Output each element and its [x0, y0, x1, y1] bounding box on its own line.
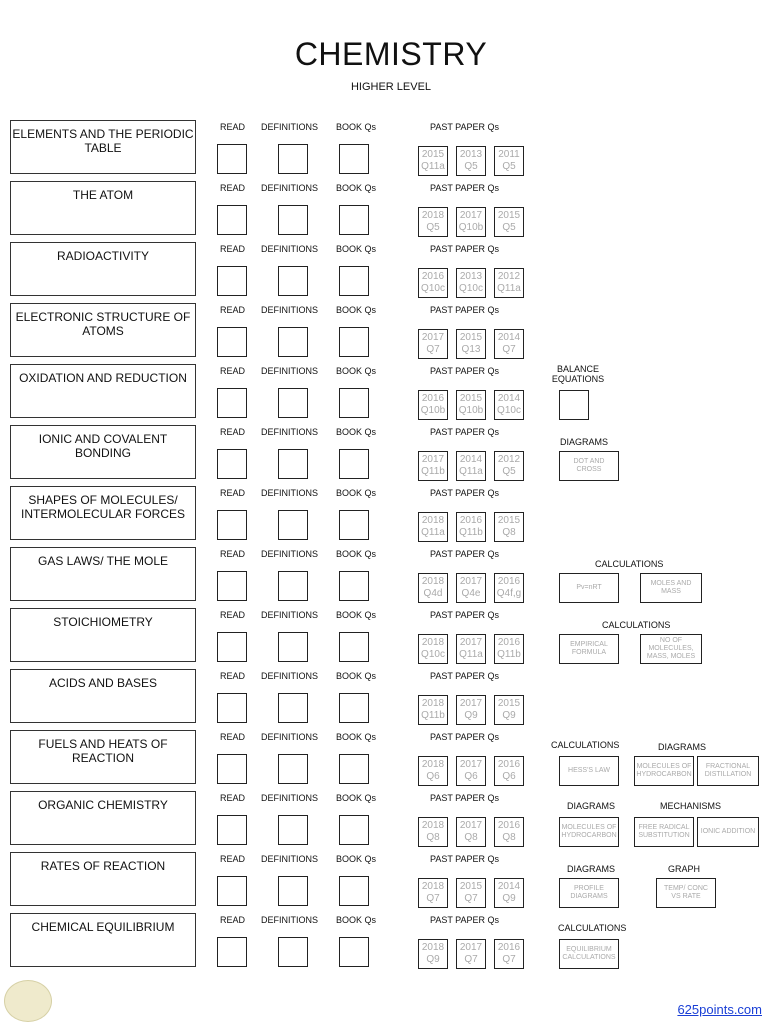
definitions-checkbox[interactable]	[278, 876, 308, 906]
definitions-checkbox[interactable]	[278, 144, 308, 174]
extra-section-label: DIAGRAMS	[567, 801, 616, 811]
extra-task-checkbox[interactable]: FRACTIONAL DISTILLATION	[697, 756, 759, 786]
topic-name: ACIDS AND BASES	[10, 669, 196, 723]
past-paper-year: 2016	[497, 576, 521, 587]
extra-task-checkbox[interactable]: IONIC ADDITION	[697, 817, 759, 847]
past-paper-label: PAST PAPER Qs	[430, 610, 500, 620]
extra-task-checkbox[interactable]: MOLECULES OF HYDROCARBON	[559, 817, 619, 847]
read-checkbox[interactable]	[217, 754, 247, 784]
past-paper-checkbox[interactable]	[456, 573, 486, 603]
past-paper-checkbox[interactable]	[494, 878, 524, 908]
past-paper-label: PAST PAPER Qs	[430, 793, 500, 803]
topic-row	[0, 730, 768, 788]
past-paper-year: 2018	[421, 881, 445, 892]
past-paper-year: 2015	[497, 698, 521, 709]
past-paper-year: 2016	[421, 393, 445, 404]
past-paper-year: 2015	[459, 332, 483, 343]
past-paper-checkbox[interactable]	[456, 939, 486, 969]
topic-row	[0, 913, 768, 971]
past-paper-year: 2017	[459, 210, 483, 221]
past-paper-label: PAST PAPER Qs	[430, 183, 500, 193]
past-paper-checkbox[interactable]	[456, 756, 486, 786]
read-label: READ	[220, 183, 246, 193]
past-paper-question: Q11a	[421, 161, 445, 172]
past-paper-checkbox[interactable]	[456, 451, 486, 481]
book-label: BOOK Qs	[336, 183, 377, 193]
extra-section-label: GRAPH	[668, 864, 701, 874]
past-paper-checkbox[interactable]	[418, 634, 448, 664]
past-paper-question: Q13	[461, 344, 481, 355]
past-paper-year: 2017	[421, 332, 445, 343]
definitions-checkbox[interactable]	[278, 510, 308, 540]
read-label: READ	[220, 488, 246, 498]
past-paper-label: PAST PAPER Qs	[430, 427, 500, 437]
past-paper-checkbox[interactable]	[494, 329, 524, 359]
definitions-checkbox[interactable]	[278, 266, 308, 296]
past-paper-question: Q6	[464, 771, 478, 782]
extra-section-label: DIAGRAMS	[560, 437, 609, 447]
definitions-label: DEFINITIONS	[261, 671, 319, 681]
book-checkbox[interactable]	[339, 632, 369, 662]
extra-task-checkbox[interactable]: MOLECULES OF HYDROCARBON	[634, 756, 694, 786]
past-paper-year: 2018	[421, 759, 445, 770]
past-paper-label: PAST PAPER Qs	[430, 244, 500, 254]
past-paper-checkbox[interactable]	[456, 207, 486, 237]
past-paper-question: Q7	[464, 954, 478, 965]
topic-name: FUELS AND HEATS OF REACTION	[10, 730, 196, 784]
past-paper-checkbox[interactable]	[456, 512, 486, 542]
topic-name: ORGANIC CHEMISTRY	[10, 791, 196, 845]
past-paper-question: Q5	[502, 161, 516, 172]
past-paper-question: Q6	[502, 771, 516, 782]
read-checkbox[interactable]	[217, 632, 247, 662]
definitions-label: DEFINITIONS	[261, 793, 319, 803]
past-paper-question: Q10c	[459, 283, 483, 294]
topic-name: GAS LAWS/ THE MOLE	[10, 547, 196, 601]
topic-row	[0, 608, 768, 666]
past-paper-question: Q4d	[423, 588, 443, 599]
past-paper-checkbox[interactable]	[456, 695, 486, 725]
read-label: READ	[220, 915, 246, 925]
past-paper-checkbox[interactable]	[494, 390, 524, 420]
definitions-label: DEFINITIONS	[261, 915, 319, 925]
extra-section-label: CALCULATIONS	[595, 559, 664, 569]
past-paper-question: Q7	[426, 344, 440, 355]
past-paper-year: 2016	[497, 820, 521, 831]
past-paper-checkbox[interactable]	[418, 268, 448, 298]
past-paper-question: Q11a	[459, 649, 483, 660]
logo-icon	[4, 980, 52, 1022]
topic-name: RADIOACTIVITY	[10, 242, 196, 296]
past-paper-question: Q7	[426, 893, 440, 904]
read-checkbox[interactable]	[217, 449, 247, 479]
past-paper-year: 2017	[459, 576, 483, 587]
past-paper-checkbox[interactable]	[456, 329, 486, 359]
topic-row	[0, 242, 768, 300]
book-label: BOOK Qs	[336, 488, 377, 498]
book-checkbox[interactable]	[339, 571, 369, 601]
past-paper-checkbox[interactable]	[494, 146, 524, 176]
past-paper-question: Q11a	[459, 466, 483, 477]
past-paper-label: PAST PAPER Qs	[430, 854, 500, 864]
definitions-checkbox[interactable]	[278, 693, 308, 723]
past-paper-year: 2012	[497, 271, 521, 282]
past-paper-year: 2018	[421, 210, 445, 221]
past-paper-year: 2015	[497, 210, 521, 221]
book-checkbox[interactable]	[339, 327, 369, 357]
past-paper-year: 2018	[421, 698, 445, 709]
read-checkbox[interactable]	[217, 876, 247, 906]
topic-name: OXIDATION AND REDUCTION	[10, 364, 196, 418]
extra-section-label: BALANCE EQUATIONS	[551, 364, 605, 384]
topic-name: THE ATOM	[10, 181, 196, 235]
definitions-label: DEFINITIONS	[261, 610, 319, 620]
definitions-label: DEFINITIONS	[261, 488, 319, 498]
topic-row	[0, 120, 768, 178]
book-label: BOOK Qs	[336, 244, 377, 254]
definitions-checkbox[interactable]	[278, 754, 308, 784]
past-paper-question: Q7	[502, 344, 516, 355]
topic-name: ELECTRONIC STRUCTURE OF ATOMS	[10, 303, 196, 357]
read-checkbox[interactable]	[217, 388, 247, 418]
read-label: READ	[220, 549, 246, 559]
past-paper-checkbox[interactable]	[418, 390, 448, 420]
past-paper-year: 2016	[497, 637, 521, 648]
past-paper-label: PAST PAPER Qs	[430, 488, 500, 498]
page-title: CHEMISTRY	[294, 36, 488, 72]
past-paper-question: Q9	[464, 710, 478, 721]
past-paper-checkbox[interactable]	[418, 146, 448, 176]
book-label: BOOK Qs	[336, 366, 377, 376]
topic-name: IONIC AND COVALENT BONDING	[10, 425, 196, 479]
read-label: READ	[220, 305, 246, 315]
past-paper-question: Q10c	[421, 283, 445, 294]
book-label: BOOK Qs	[336, 854, 377, 864]
past-paper-year: 2018	[421, 820, 445, 831]
topic-row	[0, 669, 768, 727]
past-paper-question: Q4e	[461, 588, 481, 599]
past-paper-question: Q8	[502, 527, 516, 538]
past-paper-question: Q11b	[459, 527, 483, 538]
definitions-checkbox[interactable]	[278, 388, 308, 418]
past-paper-question: Q11b	[497, 649, 521, 660]
past-paper-checkbox[interactable]	[494, 939, 524, 969]
past-paper-question: Q7	[502, 954, 516, 965]
past-paper-question: Q9	[502, 893, 516, 904]
definitions-checkbox[interactable]	[278, 571, 308, 601]
topic-name: RATES OF REACTION	[10, 852, 196, 906]
read-checkbox[interactable]	[217, 205, 247, 235]
topic-name: CHEMICAL EQUILIBRIUM	[10, 913, 196, 967]
topic-row	[0, 852, 768, 910]
past-paper-year: 2015	[421, 149, 445, 160]
definitions-checkbox[interactable]	[278, 937, 308, 967]
past-paper-checkbox[interactable]	[494, 207, 524, 237]
definitions-label: DEFINITIONS	[261, 122, 319, 132]
past-paper-checkbox[interactable]	[456, 817, 486, 847]
read-checkbox[interactable]	[217, 510, 247, 540]
book-label: BOOK Qs	[336, 671, 377, 681]
past-paper-checkbox[interactable]	[418, 695, 448, 725]
definitions-checkbox[interactable]	[278, 205, 308, 235]
past-paper-year: 2014	[497, 332, 521, 343]
book-checkbox[interactable]	[339, 144, 369, 174]
past-paper-checkbox[interactable]	[494, 695, 524, 725]
past-paper-year: 2015	[459, 881, 483, 892]
definitions-label: DEFINITIONS	[261, 305, 319, 315]
definitions-label: DEFINITIONS	[261, 854, 319, 864]
extra-task-checkbox[interactable]: FREE RADICAL SUBSTITUTION	[634, 817, 694, 847]
extra-task-checkbox[interactable]: PROFILE DIAGRAMS	[559, 878, 619, 908]
extra-task-checkbox[interactable]: EMPIRICAL FORMULA	[559, 634, 619, 664]
past-paper-question: Q11b	[421, 710, 445, 721]
past-paper-question: Q10c	[497, 405, 521, 416]
past-paper-checkbox[interactable]	[418, 573, 448, 603]
past-paper-checkbox[interactable]	[418, 878, 448, 908]
past-paper-question: Q5	[502, 222, 516, 233]
past-paper-question: Q5	[464, 161, 478, 172]
topic-row	[0, 425, 768, 483]
extra-task-checkbox[interactable]: HESS'S LAW	[559, 756, 619, 786]
topic-name: STOICHIOMETRY	[10, 608, 196, 662]
book-label: BOOK Qs	[336, 610, 377, 620]
read-checkbox[interactable]	[217, 937, 247, 967]
book-checkbox[interactable]	[339, 510, 369, 540]
read-checkbox[interactable]	[217, 815, 247, 845]
past-paper-year: 2017	[459, 637, 483, 648]
past-paper-checkbox[interactable]	[418, 756, 448, 786]
past-paper-label: PAST PAPER Qs	[430, 305, 500, 315]
past-paper-checkbox[interactable]	[456, 268, 486, 298]
past-paper-checkbox[interactable]	[418, 512, 448, 542]
past-paper-label: PAST PAPER Qs	[430, 671, 500, 681]
past-paper-question: Q11a	[421, 527, 445, 538]
topic-row	[0, 486, 768, 544]
past-paper-checkbox[interactable]	[418, 451, 448, 481]
book-label: BOOK Qs	[336, 427, 377, 437]
definitions-checkbox[interactable]	[278, 327, 308, 357]
past-paper-label: PAST PAPER Qs	[430, 366, 500, 376]
topic-row	[0, 791, 768, 849]
past-paper-year: 2014	[459, 454, 483, 465]
read-label: READ	[220, 610, 246, 620]
past-paper-checkbox[interactable]	[494, 268, 524, 298]
extra-task-checkbox[interactable]: MOLES AND MASS	[640, 573, 702, 603]
read-label: READ	[220, 122, 246, 132]
read-label: READ	[220, 671, 246, 681]
definitions-checkbox[interactable]	[278, 815, 308, 845]
book-checkbox[interactable]	[339, 937, 369, 967]
extra-task-checkbox[interactable]: TEMP/ CONC VS RATE	[656, 878, 716, 908]
past-paper-checkbox[interactable]	[456, 146, 486, 176]
definitions-label: DEFINITIONS	[261, 732, 319, 742]
book-checkbox[interactable]	[339, 876, 369, 906]
extra-section-label: MECHANISMS	[660, 801, 722, 811]
past-paper-question: Q4f,g	[496, 588, 522, 599]
book-checkbox[interactable]	[339, 693, 369, 723]
past-paper-year: 2018	[421, 576, 445, 587]
past-paper-year: 2013	[459, 271, 483, 282]
past-paper-question: Q10b	[420, 405, 446, 416]
past-paper-checkbox[interactable]	[494, 451, 524, 481]
book-label: BOOK Qs	[336, 793, 377, 803]
past-paper-year: 2016	[497, 942, 521, 953]
past-paper-year: 2017	[459, 942, 483, 953]
extra-task-checkbox[interactable]: EQUILIBRIUM CALCULATIONS	[559, 939, 619, 969]
past-paper-checkbox[interactable]	[494, 512, 524, 542]
extra-section-label: CALCULATIONS	[551, 740, 620, 750]
read-label: READ	[220, 366, 246, 376]
past-paper-checkbox[interactable]	[418, 207, 448, 237]
past-paper-year: 2014	[497, 881, 521, 892]
read-checkbox[interactable]	[217, 144, 247, 174]
past-paper-year: 2013	[459, 149, 483, 160]
page-subtitle: HIGHER LEVEL	[350, 81, 432, 93]
past-paper-checkbox[interactable]	[418, 329, 448, 359]
definitions-label: DEFINITIONS	[261, 549, 319, 559]
definitions-checkbox[interactable]	[278, 632, 308, 662]
past-paper-question: Q10b	[458, 405, 484, 416]
past-paper-year: 2017	[459, 820, 483, 831]
book-checkbox[interactable]	[339, 449, 369, 479]
past-paper-label: PAST PAPER Qs	[430, 549, 500, 559]
past-paper-label: PAST PAPER Qs	[430, 732, 500, 742]
past-paper-year: 2015	[459, 393, 483, 404]
book-checkbox[interactable]	[339, 205, 369, 235]
extra-task-checkbox[interactable]: Pv=nRT	[559, 573, 619, 603]
book-label: BOOK Qs	[336, 732, 377, 742]
past-paper-question: Q5	[426, 222, 440, 233]
past-paper-checkbox[interactable]	[494, 756, 524, 786]
read-label: READ	[220, 244, 246, 254]
past-paper-year: 2016	[421, 271, 445, 282]
read-label: READ	[220, 793, 246, 803]
past-paper-checkbox[interactable]	[456, 390, 486, 420]
book-checkbox[interactable]	[339, 754, 369, 784]
past-paper-year: 2016	[497, 759, 521, 770]
topic-row	[0, 547, 768, 605]
read-checkbox[interactable]	[217, 693, 247, 723]
past-paper-question: Q11a	[497, 283, 521, 294]
past-paper-question: Q7	[464, 893, 478, 904]
book-label: BOOK Qs	[336, 549, 377, 559]
past-paper-year: 2018	[421, 637, 445, 648]
past-paper-checkbox[interactable]	[418, 939, 448, 969]
past-paper-year: 2014	[497, 393, 521, 404]
past-paper-question: Q8	[426, 832, 440, 843]
read-checkbox[interactable]	[217, 327, 247, 357]
definitions-label: DEFINITIONS	[261, 427, 319, 437]
past-paper-question: Q6	[426, 771, 440, 782]
topic-row	[0, 364, 768, 422]
extra-section-label: DIAGRAMS	[658, 742, 707, 752]
past-paper-year: 2011	[498, 149, 520, 160]
past-paper-checkbox[interactable]	[456, 878, 486, 908]
definitions-label: DEFINITIONS	[261, 244, 319, 254]
book-label: BOOK Qs	[336, 122, 377, 132]
past-paper-question: Q8	[464, 832, 478, 843]
past-paper-question: Q8	[502, 832, 516, 843]
read-label: READ	[220, 854, 246, 864]
past-paper-question: Q10c	[421, 649, 445, 660]
book-label: BOOK Qs	[336, 305, 377, 315]
past-paper-question: Q9	[502, 710, 516, 721]
definitions-checkbox[interactable]	[278, 449, 308, 479]
site-link[interactable]: 625points.com	[677, 1002, 762, 1017]
past-paper-checkbox[interactable]	[494, 817, 524, 847]
past-paper-checkbox[interactable]	[494, 573, 524, 603]
past-paper-year: 2017	[459, 698, 483, 709]
book-checkbox[interactable]	[339, 266, 369, 296]
past-paper-question: Q10b	[458, 222, 484, 233]
past-paper-year: 2017	[421, 454, 445, 465]
book-checkbox[interactable]	[339, 388, 369, 418]
topic-row	[0, 303, 768, 361]
extra-task-checkbox[interactable]: DOT AND CROSS	[559, 451, 619, 481]
read-label: READ	[220, 732, 246, 742]
past-paper-year: 2018	[421, 515, 445, 526]
extra-task-checkbox[interactable]: NO OF MOLECULES, MASS, MOLES	[640, 634, 702, 664]
past-paper-year: 2017	[459, 759, 483, 770]
past-paper-question: Q9	[426, 954, 440, 965]
read-checkbox[interactable]	[217, 571, 247, 601]
past-paper-label: PAST PAPER Qs	[430, 122, 500, 132]
past-paper-year: 2012	[497, 454, 521, 465]
extra-section-label: CALCULATIONS	[558, 923, 627, 933]
past-paper-question: Q11b	[421, 466, 445, 477]
topic-name: SHAPES OF MOLECULES/ INTERMOLECULAR FORCES	[10, 486, 196, 540]
past-paper-year: 2016	[459, 515, 483, 526]
read-checkbox[interactable]	[217, 266, 247, 296]
topic-row	[0, 181, 768, 239]
book-checkbox[interactable]	[339, 815, 369, 845]
definitions-label: DEFINITIONS	[261, 183, 319, 193]
past-paper-checkbox[interactable]	[456, 634, 486, 664]
balance-equations-checkbox[interactable]	[559, 390, 589, 420]
read-label: READ	[220, 427, 246, 437]
book-label: BOOK Qs	[336, 915, 377, 925]
past-paper-year: 2018	[421, 942, 445, 953]
topic-name: ELEMENTS AND THE PERIODIC TABLE	[10, 120, 196, 174]
past-paper-checkbox[interactable]	[418, 817, 448, 847]
definitions-label: DEFINITIONS	[261, 366, 319, 376]
extra-section-label: CALCULATIONS	[602, 620, 671, 630]
past-paper-year: 2015	[497, 515, 521, 526]
extra-section-label: DIAGRAMS	[567, 864, 616, 874]
past-paper-checkbox[interactable]	[494, 634, 524, 664]
past-paper-question: Q5	[502, 466, 516, 477]
past-paper-label: PAST PAPER Qs	[430, 915, 500, 925]
